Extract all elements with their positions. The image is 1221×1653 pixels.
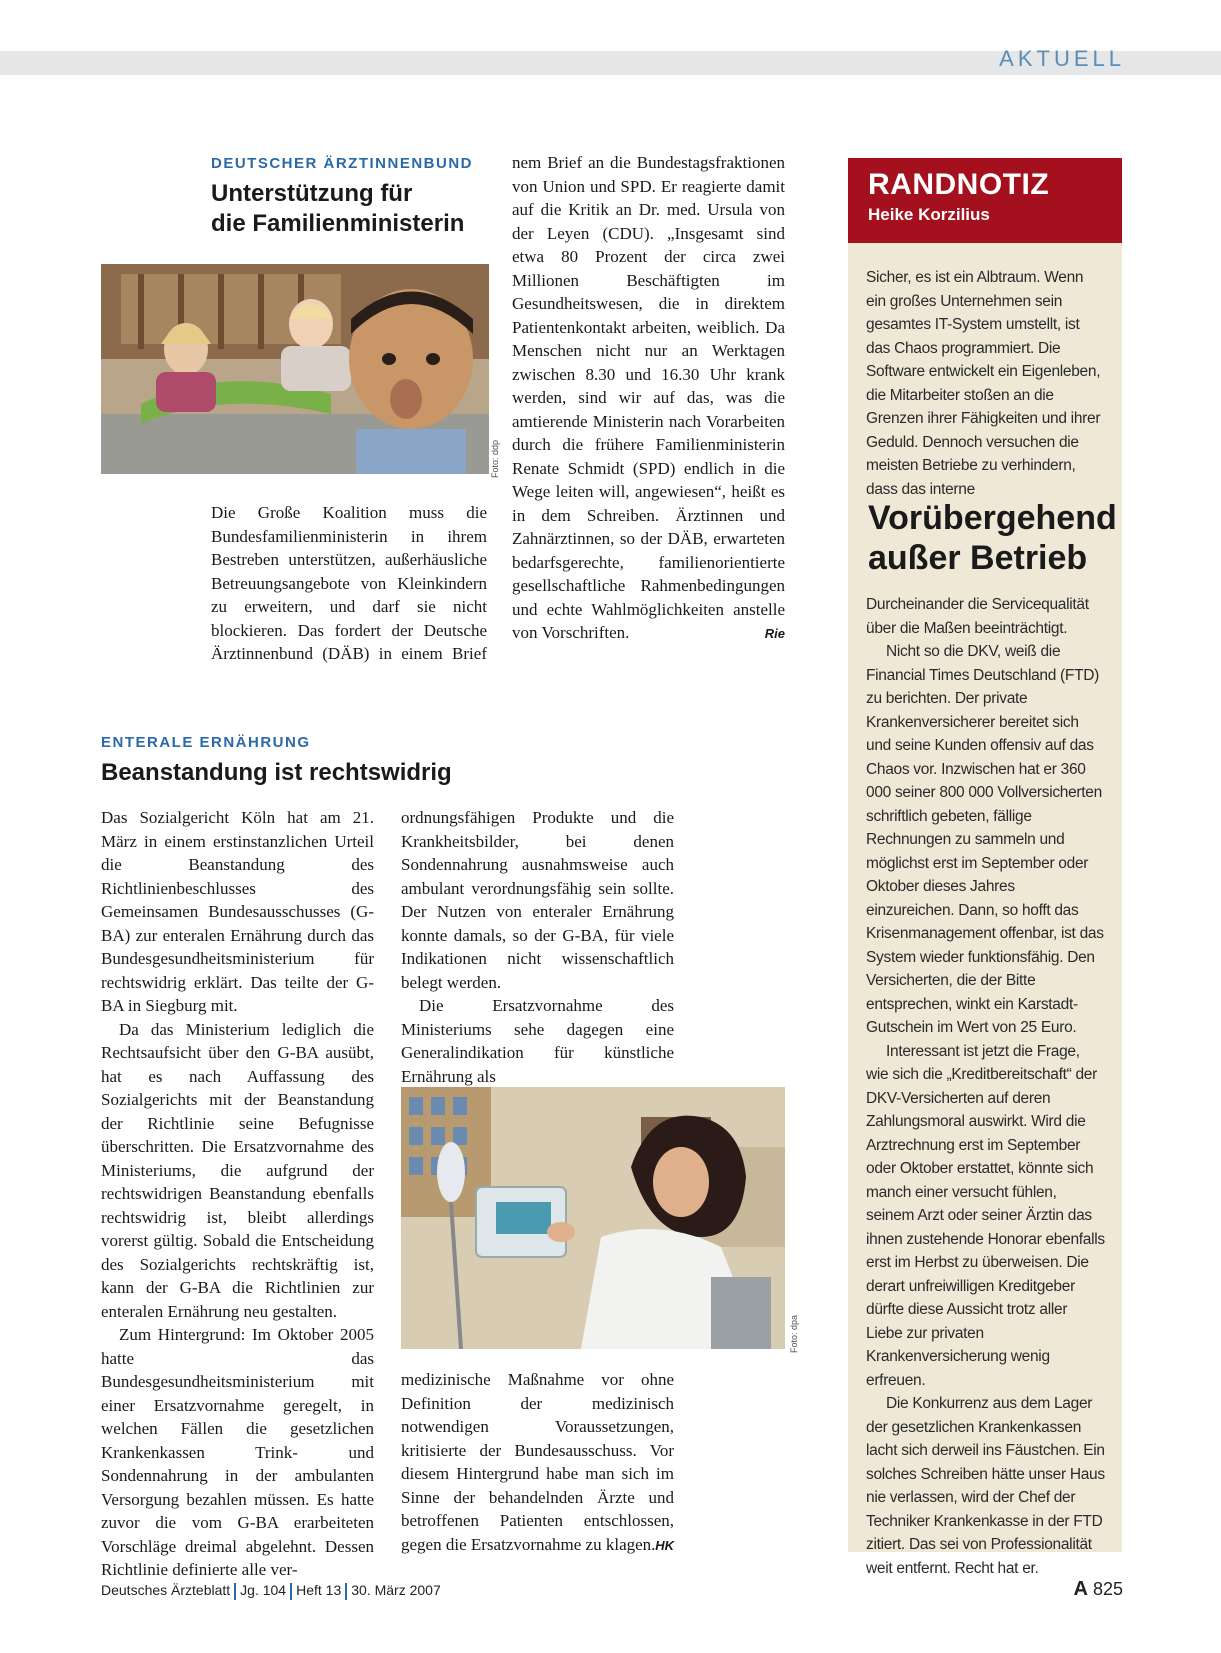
randnotiz-headline-line1: Vorübergehend — [868, 499, 1117, 537]
article2-col2-paragraph1: ordnungsfähigen Produkte und die Krankheitsbilder, bei denen Sondennahrung ausnahmsweise auch ambulant verordnungsfähig sein sollte. Der Nutzen von enteraler Ernährung konnte damals, so der G-BA, für viele Indikationen nicht wissenschaftlich belegt werden. — [401, 808, 674, 992]
randnotiz-intro: Sicher, es ist ein Albtraum. Wenn ein großes Unternehmen sein gesamtes IT-System umstellt, ist das Chaos programmiert. Die Software entwickelt ein Eigenleben, die Mitarbeiter stoßen an die Grenzen ihrer Fähigkeiten und ihrer Geduld. Dennoch versuchen die meisten Betriebe zu verhindern, dass das interne — [866, 269, 1101, 498]
article2-col1-paragraph3: Zum Hintergrund: Im Oktober 2005 hatte das Bundesgesundheitsministerium mit einer Ersatzvornahme geregelt, in welchen Fällen die gesetzlichen Krankenkassen Trink- und Sondennahrung in der ambulanten Versorgung bezahlen müssen. Es hatte zuvor die vom G-BA erarbeiteten Vorschläge dreimal abgelehnt. Dessen Richtlinie definierte alle ver- — [101, 1325, 374, 1579]
footer-separator — [234, 1583, 236, 1600]
footer-volume: Jg. 104 — [240, 1582, 287, 1598]
nurse-photo — [401, 1087, 785, 1349]
page-number — [1073, 1578, 1123, 1601]
article2-col2-paragraph3: medizinische Maßnahme vor ohne Definition der medizinisch notwendigen Voraussetzungen, kritisierte der Bundesausschuss. Vor diesem Hintergrund habe man sich im Sinne der behandelnden Ärzte und betroffenen Patienten entschlossen, gegen die Ersatzvornahme zu klagen. — [401, 1370, 674, 1554]
footer-separator — [290, 1583, 292, 1600]
article1-author: Rie — [764, 626, 785, 641]
page-prefix: A — [1073, 1578, 1088, 1600]
footer-issue: Heft 13 — [296, 1582, 342, 1598]
article1-title-line2: die Familienministerin — [211, 210, 465, 237]
article1-col2-paragraph: nem Brief an die Bundestagsfraktionen von Union und SPD. Er reagierte damit auf die Kritik an Dr. med. Ursula von der Leyen (CDU). „Insgesamt sind etwa 80 Prozent der circa zwei Millionen Beschäftigten im Gesundheitswesen, die in direktem Patientenkontakt arbeiten, weiblich. Da Menschen nicht nur an Werktagen zwischen 8.30 und 16.30 Uhr krank werden, sind wir auf das, was die amtierende Ministerin nach Vorarbeiten durch die frühere Familienministerin Renate Schmidt (SPD) endlich in die Wege leiten will, angewiesen“, heißt es in dem Schreiben. Ärztinnen und Zahnärztinnen, so der DÄB, erwarteten bedarfsgerechte, familienorientierte gesellschaftliche Rahmenbedingungen und echte Wahlmöglichkeiten anstelle von Vorschriften. — [512, 153, 785, 642]
footer-date: 30. März 2007 — [351, 1582, 441, 1598]
article2-title: Beanstandung ist rechtswidrig — [101, 759, 452, 786]
section-label: AKTUELL — [999, 46, 1125, 71]
randnotiz-paragraph2: Nicht so die DKV, weiß die Financial Times Deutschland (FTD) zu berichten. Der private Krankenversicherer bereitet sich und seine Kunden offensiv auf das Chaos vor. Inzwischen hat er 360 000 seiner 800 000 Vollversicherten schriftlich gebeten, fällige Rechnungen zu sammeln und möglichst erst im September oder Oktober dieses Jahres einzureichen. Dann, so hofft das Krisenmanagement offenbar, ist das System wieder funktionsfähig. Den Versicherten, die der Bitte entsprechen, winkt ein Karstadt-Gutschein im Wert von 25 Euro. — [866, 643, 1104, 1036]
article1-title-line1: Unterstützung für — [211, 180, 413, 207]
children-photo-image — [101, 264, 489, 474]
article2-col2-paragraph2: Die Ersatzvornahme des Ministeriums sehe dagegen eine Generalindikation für künstliche Ernährung als — [401, 996, 674, 1086]
article1-column2 — [512, 151, 785, 646]
randnotiz-paragraph3: Interessant ist jetzt die Frage, wie sich die „Kreditbereitschaft“ der DKV-Versicherten auf deren Zahlungsmoral auswirkt. Wird die Arztrechnung erst im September oder Oktober erstattet, könnte sich manch einer versucht fühlen, seinem Arzt oder seiner Ärztin das ihnen zustehende Honorar ebenfalls erst im Herbst zu überweisen. Die derart unfreiwilligen Kreditgeber dürfte diese Aussicht trotz aller Liebe zur privaten Krankenversicherung wenig erfreuen. — [866, 1042, 1105, 1389]
article2-column2-bottom — [401, 1368, 674, 1558]
children-photo — [101, 264, 489, 474]
nurse-photo-image — [401, 1087, 785, 1349]
article1-title — [211, 179, 464, 239]
page-number-value: 825 — [1092, 1579, 1123, 1599]
randnotiz-paragraph4: Die Konkurrenz aus dem Lager der gesetzlichen Krankenkassen lacht sich derweil ins Fäustchen. Ein solches Schreiben hätte unser Haus nie verlassen, wird der Chef der Techniker Krankenkasse in der FTD zitiert. Das sei von Professionalität weit entfernt. Recht hat er. — [866, 1395, 1105, 1577]
randnotiz-paragraph1: Durcheinander die Servicequalität über die Maßen beeinträchtigt. — [866, 596, 1089, 637]
randnotiz-title: RANDNOTIZ — [868, 168, 1050, 201]
article2-col1-paragraph2: Da das Ministerium lediglich die Rechtsaufsicht über den G-BA ausübt, hat es nach Auffassung des Sozialgerichts mit der Beanstandung der Richtlinie seine Befugnisse überschritten. Die Ersatzvornahme des Ministeriums, die aufgrund der rechtswidrigen Beanstandung ebenfalls rechtswidrig ist, bleibt allerdings vorerst gültig. Sobald die Entscheidung des Sozialgerichts rechtskräftig ist, kann der G-BA die Richtlinien zur enteralen Ernährung neu gestalten. — [101, 1019, 374, 1321]
footer-separator — [345, 1583, 347, 1600]
article2-photo-credit: Foto: dpa — [789, 1315, 799, 1354]
article1-column1 — [211, 501, 487, 665]
randnotiz-headline-line2: außer Betrieb — [868, 539, 1088, 577]
article1-col2-text — [512, 151, 785, 644]
article2-col1-paragraph1: Das Sozialgericht Köln hat am 21. März in einem erstinstanzlichen Urteil die Beanstandung des Richtlinienbeschlusses des Gemeinsamen Bundesausschusses (G-BA) zur enteralen Ernährung durch das Bundesgesundheitsministerium für rechtswidrig erklärt. Das teilte der G-BA in Siegburg mit. — [101, 808, 374, 1015]
article1-photo-credit: Foto: ddp — [490, 440, 500, 479]
randnotiz-headline — [868, 498, 1117, 578]
footer-journal: Deutsches Ärzteblatt — [101, 1582, 231, 1598]
footer-citation — [101, 1582, 441, 1600]
article1-kicker: DEUTSCHER ÄRZTINNENBUND — [211, 155, 473, 172]
randnotiz-body — [866, 593, 1106, 1580]
article2-column2-top — [401, 806, 674, 1088]
randnotiz-author: Heike Korzilius — [868, 205, 990, 224]
article2-author: HK — [655, 1538, 674, 1553]
article1-col1-text: Die Große Koalition muss die Bundesfamilienministerin in ihrem Bestreben unterstützen, außerhäusliche Betreuungsangebote von Kleinkindern zu erweitern, und darf sie nicht blockieren. Das fordert der Deutsche Ärztinnenbund (DÄB) in einem Brief — [211, 503, 487, 663]
article2-column1 — [101, 806, 374, 1582]
article2-kicker: ENTERALE ERNÄHRUNG — [101, 734, 311, 751]
